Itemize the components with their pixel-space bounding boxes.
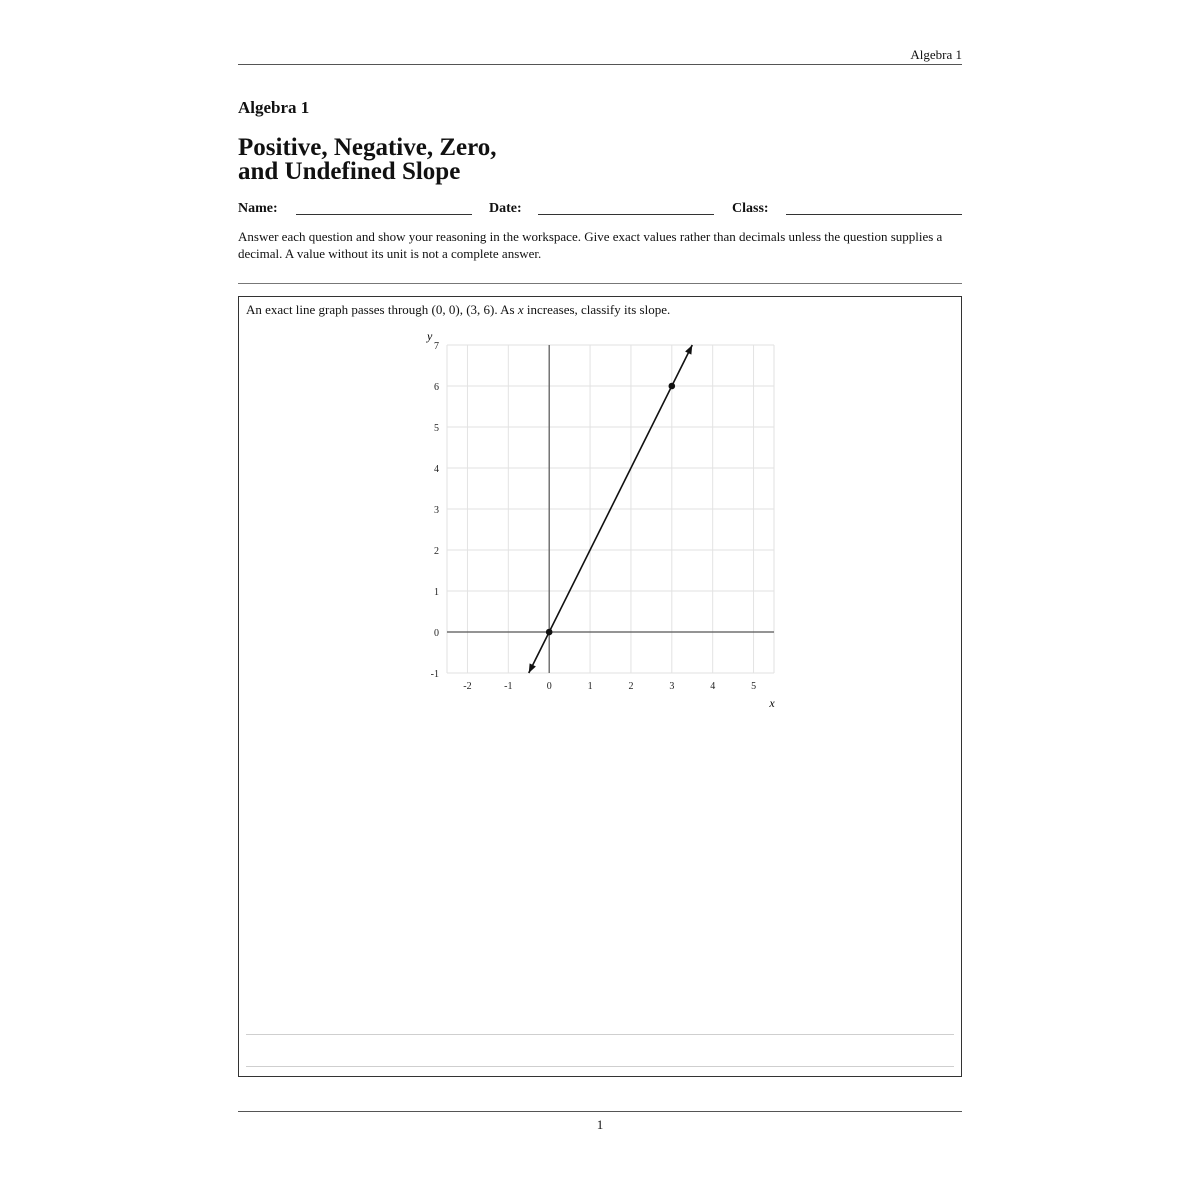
x-tick-label: 2 [628, 681, 634, 692]
section-divider [238, 283, 962, 284]
page-number: 1 [596, 1117, 604, 1132]
coordinate-graph [417, 327, 787, 717]
x-tick-label: 4 [710, 681, 716, 692]
y-tick-label: 0 [434, 628, 439, 639]
x-tick-label: 0 [546, 681, 552, 692]
line-arrow-up [685, 345, 692, 355]
y-tick-label: 3 [434, 505, 439, 516]
tick-labels [431, 341, 756, 692]
worksheet-title [238, 136, 497, 184]
name-field[interactable] [296, 214, 472, 215]
x-tick-label: -1 [504, 681, 513, 692]
y-tick-label: 5 [434, 423, 439, 434]
answer-line-1[interactable] [246, 1034, 954, 1035]
y-tick-label: 2 [434, 546, 439, 557]
question-prompt [246, 302, 670, 318]
course-title: Algebra 1 [238, 98, 310, 117]
prompt-start: An exact line graph passes through (0, 0), (3, 6). As [246, 302, 515, 317]
class-label: Class: [732, 201, 769, 216]
class-field[interactable] [786, 214, 962, 215]
prompt-variable: x [517, 302, 524, 317]
plotted-point [669, 383, 676, 390]
x-axis-label: x [769, 696, 775, 710]
prompt-end: increases, classify its slope. [526, 302, 671, 317]
name-label: Name: [238, 201, 278, 216]
x-tick-label: 3 [669, 681, 675, 692]
x-tick-label: 5 [751, 681, 757, 692]
instructions: Answer each question and show your reasoning in the workspace. Give exact values rather than decimals unless the question supplies a decimal. A value without its unit is not a complete answer. [238, 229, 943, 261]
y-tick-label: -1 [430, 669, 439, 680]
answer-line-2[interactable] [246, 1066, 954, 1067]
plotted-point [546, 629, 553, 636]
worksheet-page [238, 0, 962, 1200]
y-tick-label: 6 [434, 382, 439, 393]
x-tick-label: -2 [463, 681, 472, 692]
date-label: Date: [489, 201, 522, 216]
title-line-1: Positive, Negative, Zero, [238, 134, 497, 161]
y-axis-label: y [427, 329, 433, 343]
line-arrow-down [529, 663, 536, 673]
title-line-2: and Undefined Slope [238, 158, 461, 185]
y-tick-label: 7 [434, 341, 439, 352]
date-field[interactable] [538, 214, 714, 215]
student-info-fields [238, 201, 962, 221]
running-header: Algebra 1 [238, 46, 962, 65]
x-tick-label: 1 [587, 681, 593, 692]
y-tick-label: 1 [434, 587, 439, 598]
footer-divider [238, 1111, 962, 1112]
question-box [238, 296, 962, 1077]
y-tick-label: 4 [434, 464, 439, 475]
